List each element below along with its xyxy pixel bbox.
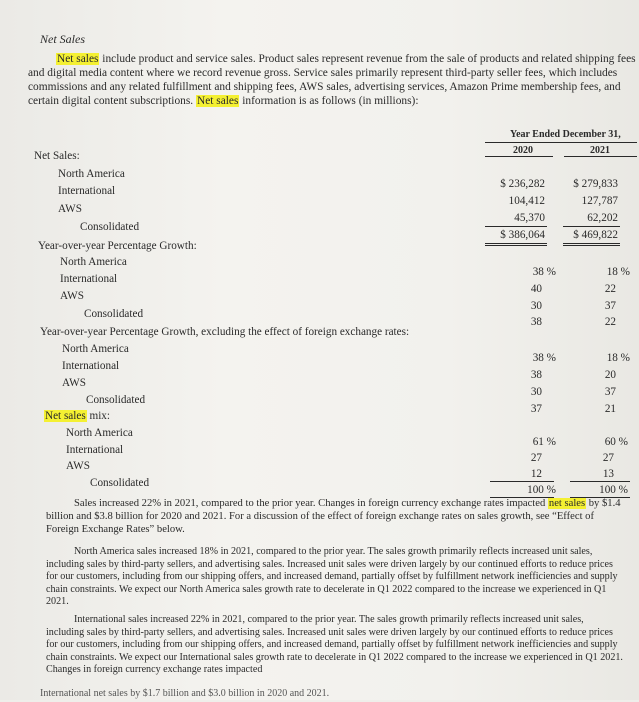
cell-value: $ 236,282 <box>500 178 545 190</box>
cell-value: 100 % <box>527 484 556 496</box>
row-label: AWS <box>66 460 90 472</box>
cell-value: 22 <box>604 316 616 328</box>
header-underline-2020 <box>485 156 553 157</box>
row-label: Consolidated <box>84 308 144 320</box>
cell-value: 62,202 <box>587 212 618 224</box>
cell-value: 104,412 <box>508 195 545 207</box>
cell-value: 38 <box>530 369 542 381</box>
cell-value: 21 <box>604 403 616 415</box>
row-label: Consolidated <box>86 394 146 406</box>
cell-value: $ 386,064 <box>500 229 545 241</box>
cell-value: 38 % <box>532 266 556 278</box>
cell-value: 127,787 <box>581 195 618 207</box>
header-underline-2021 <box>564 156 637 157</box>
cell-value: 61 % <box>532 436 556 448</box>
cell-value: 60 % <box>604 436 628 448</box>
cutoff-line: International net sales by $1.7 billion and $3.0 billion in 2020 and 2021. <box>40 688 330 699</box>
total-rule-2021 <box>563 243 620 244</box>
cell-value: $ 279,833 <box>573 178 618 190</box>
section-title: Net Sales <box>40 32 85 46</box>
table-header-2021: 2021 <box>590 145 610 156</box>
cell-value: 20 <box>604 369 616 381</box>
cell-value: 40 <box>530 283 542 295</box>
highlight-net-sales: Net sales <box>57 53 99 65</box>
row-label: AWS <box>62 377 86 389</box>
highlight-net-sales-3: net sales <box>548 498 586 509</box>
cell-value: 27 <box>530 452 542 464</box>
north-america-paragraph: North America sales increased 18% in 2021, compared to the prior year. The sales growth primarily reflects increased unit sales, including sales by third-party sellers, and advertising sales. Increased unit sales were driven largely by our continued efforts to reduce prices for our customers, including from our shipping offers, and increased demand, partially offset by fulfillment network inefficiencies and supply chain constraints. We expect our North America sales growth rate to decelerate in Q1 2022 compared to the increase we experienced in Q1 2021. <box>46 546 618 608</box>
cell-value: 27 <box>602 452 614 464</box>
row-label: Consolidated <box>90 477 150 489</box>
row-label: North America <box>58 168 125 180</box>
mix-sum-rule-2021 <box>570 481 630 482</box>
row-label: International <box>60 273 118 285</box>
total-rule-2021b <box>563 245 620 246</box>
cell-value: 100 % <box>599 484 628 496</box>
row-label: International <box>66 444 124 456</box>
cell-value: 13 <box>602 468 614 480</box>
table-header-group: Year Ended December 31, <box>510 129 621 140</box>
total-rule-2020b <box>485 245 547 246</box>
cell-value: 37 <box>530 403 542 415</box>
section-label-net-sales: Net Sales: <box>34 150 80 162</box>
sales-increase-paragraph: Sales increased 22% in 2021, compared to the prior year. Changes in foreign currency exchange rates impacted net sales by $1.4 billion and $3.8 billion for 2020 and 2021. For a discussion of the effect of foreign exchange rates on sales growth, see “Effect of Foreign Exchange Rates” below. <box>46 498 621 535</box>
cell-value: 37 <box>604 300 616 312</box>
cell-value: 30 <box>530 386 542 398</box>
mix-sum-rule-2020 <box>490 481 554 482</box>
cell-value: 37 <box>604 386 616 398</box>
intro-paragraph: Net sales include product and service sales. Product sales represent revenue from the sale of products and related shipping fees and digital media content where we record revenue gross. Service sales primarily represent third-party seller fees, which includes commissions and any related fulfillment and shipping fees, AWS sales, advertising services, Amazon Prime membership fees, and certain digital content subscriptions. Net sales information is as follows (in millions): <box>28 53 636 107</box>
row-label: Consolidated <box>80 221 140 233</box>
row-label: North America <box>66 427 133 439</box>
cell-value: 38 <box>530 316 542 328</box>
cell-value: 18 % <box>606 266 630 278</box>
highlight-net-sales-2: Net sales <box>196 95 239 107</box>
highlight-net-sales-mix: Net sales <box>45 410 86 422</box>
cell-value: 12 <box>530 468 542 480</box>
table-header-2020: 2020 <box>513 145 533 156</box>
section-label-mix: Net sales mix: <box>45 410 111 422</box>
sum-rule-2021 <box>563 226 620 227</box>
section-label-yoy: Year-over-year Percentage Growth: <box>38 240 197 252</box>
row-label: North America <box>62 343 129 355</box>
sum-rule-2020 <box>485 226 547 227</box>
header-rule <box>485 142 637 143</box>
row-label: International <box>58 185 116 197</box>
row-label: AWS <box>58 203 82 215</box>
cell-value: 30 <box>530 300 542 312</box>
cell-value: 45,370 <box>514 212 545 224</box>
cell-value: 22 <box>604 283 616 295</box>
row-label: International <box>62 360 120 372</box>
cell-value: 18 % <box>606 352 630 364</box>
row-label: North America <box>60 256 127 268</box>
cell-value: 38 % <box>532 352 556 364</box>
total-rule-2020 <box>485 243 547 244</box>
cell-value: $ 469,822 <box>573 229 618 241</box>
section-label-yoy-fx: Year-over-year Percentage Growth, excluding the effect of foreign exchange rates: <box>40 326 410 338</box>
row-label: AWS <box>60 290 84 302</box>
international-paragraph: International sales increased 22% in 2021, compared to the prior year. The sales growth primarily reflects increased unit sales, including sales by third-party sellers, and advertising sales. Increased unit sales were driven largely by our continued efforts to reduce prices for our customers, including from our shipping offers, and increased demand, partially offset by fulfillment network inefficiencies and supply chain constraints. We expect our International sales growth rate to decelerate in Q1 2022 compared to the increase we experienced in Q1 2021. Changes in foreign currency exchange rates impacted <box>46 614 623 676</box>
